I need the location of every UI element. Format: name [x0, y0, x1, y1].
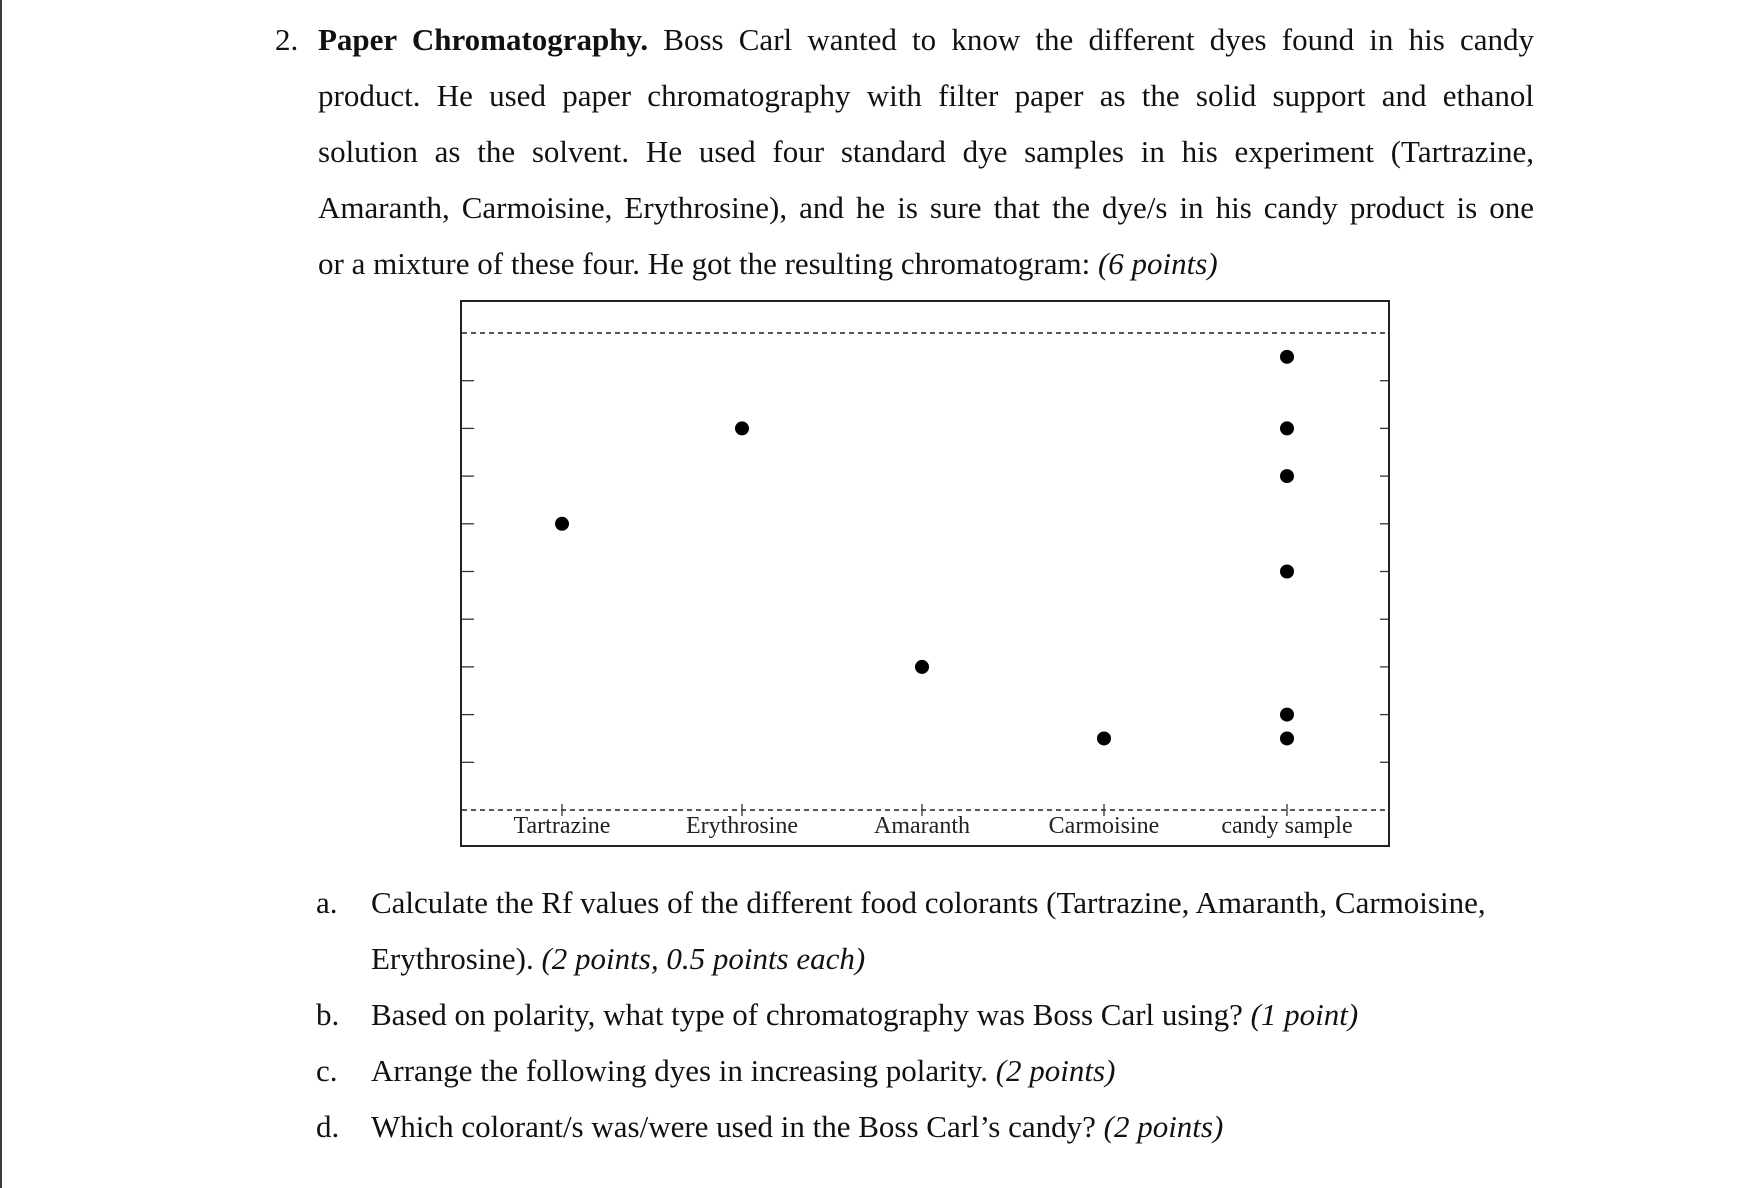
lane-label: Tartrazine: [513, 813, 611, 839]
lane-label: Carmoisine: [1048, 813, 1160, 839]
lane: [874, 660, 970, 839]
dye-spot: [735, 421, 749, 435]
subquestion-d-label: d.: [316, 1109, 340, 1144]
subquestion-b-label: b.: [316, 997, 340, 1032]
dye-spot: [1280, 350, 1294, 364]
lane-label: candy sample: [1221, 813, 1353, 839]
question-line-1: Paper Chromatography. Boss Carl wanted to know the different dyes found in his candy: [318, 22, 1534, 57]
chromatogram-border: [461, 301, 1389, 846]
question-line-3: solution as the solvent. He used four standard dye samples in his experiment (Tartrazine,: [318, 134, 1534, 169]
lane: [1049, 731, 1160, 839]
dye-spot: [1280, 731, 1294, 745]
subquestion-c-text: Arrange the following dyes in increasing polarity. (2 points): [371, 1053, 1116, 1088]
subquestion-d-text: Which colorant/s was/were used in the Boss Carl’s candy? (2 points): [371, 1109, 1224, 1144]
question-points: (6 points): [1097, 246, 1218, 281]
subquestion-d-points: (2 points): [1103, 1109, 1224, 1144]
subquestion-b-points: (1 point): [1250, 997, 1359, 1032]
lane-label: Erythrosine: [686, 813, 798, 839]
subquestion-b-text: Based on polarity, what type of chromatography was Boss Carl using? (1 point): [371, 997, 1359, 1032]
subquestion-a-label: a.: [316, 885, 338, 920]
dye-spot: [1280, 421, 1294, 435]
chromatogram: [460, 300, 1390, 847]
subquestion-a-line-1: Calculate the Rf values of the different food colorants (Tartrazine, Amaranth, Carmoisine,: [371, 885, 1486, 920]
lane: [1221, 350, 1352, 839]
dye-spot: [1280, 469, 1294, 483]
lane-label: Amaranth: [874, 813, 970, 839]
dye-spot: [915, 660, 929, 674]
tick-marks: [462, 381, 1388, 763]
subquestion-a-line-2: Erythrosine). (2 points, 0.5 points each): [371, 941, 866, 976]
subquestion-c-points: (2 points): [995, 1053, 1116, 1088]
question-number: 2.: [275, 22, 299, 57]
question-line-2: product. He used paper chromatography with filter paper as the solid support and ethanol: [318, 78, 1534, 113]
dye-spot: [555, 517, 569, 531]
subquestion-a-points: (2 points, 0.5 points each): [541, 941, 866, 976]
dye-spot: [1280, 708, 1294, 722]
lane: [686, 421, 798, 839]
question-text: [318, 12, 1534, 292]
question-line-5: or a mixture of these four. He got the resulting chromatogram: (6 points): [318, 246, 1218, 281]
subquestion-c-label: c.: [316, 1053, 338, 1088]
chromatogram-figure: [460, 300, 1390, 847]
dye-spot: [1280, 565, 1294, 579]
question-line-4: Amaranth, Carmoisine, Erythrosine), and he is sure that the dye/s in his candy product is one: [318, 190, 1534, 225]
page-left-border: [0, 0, 2, 1188]
question-title: Paper Chromatography.: [318, 22, 649, 57]
lanes: [514, 350, 1353, 839]
lane: [514, 517, 611, 839]
dye-spot: [1097, 731, 1111, 745]
